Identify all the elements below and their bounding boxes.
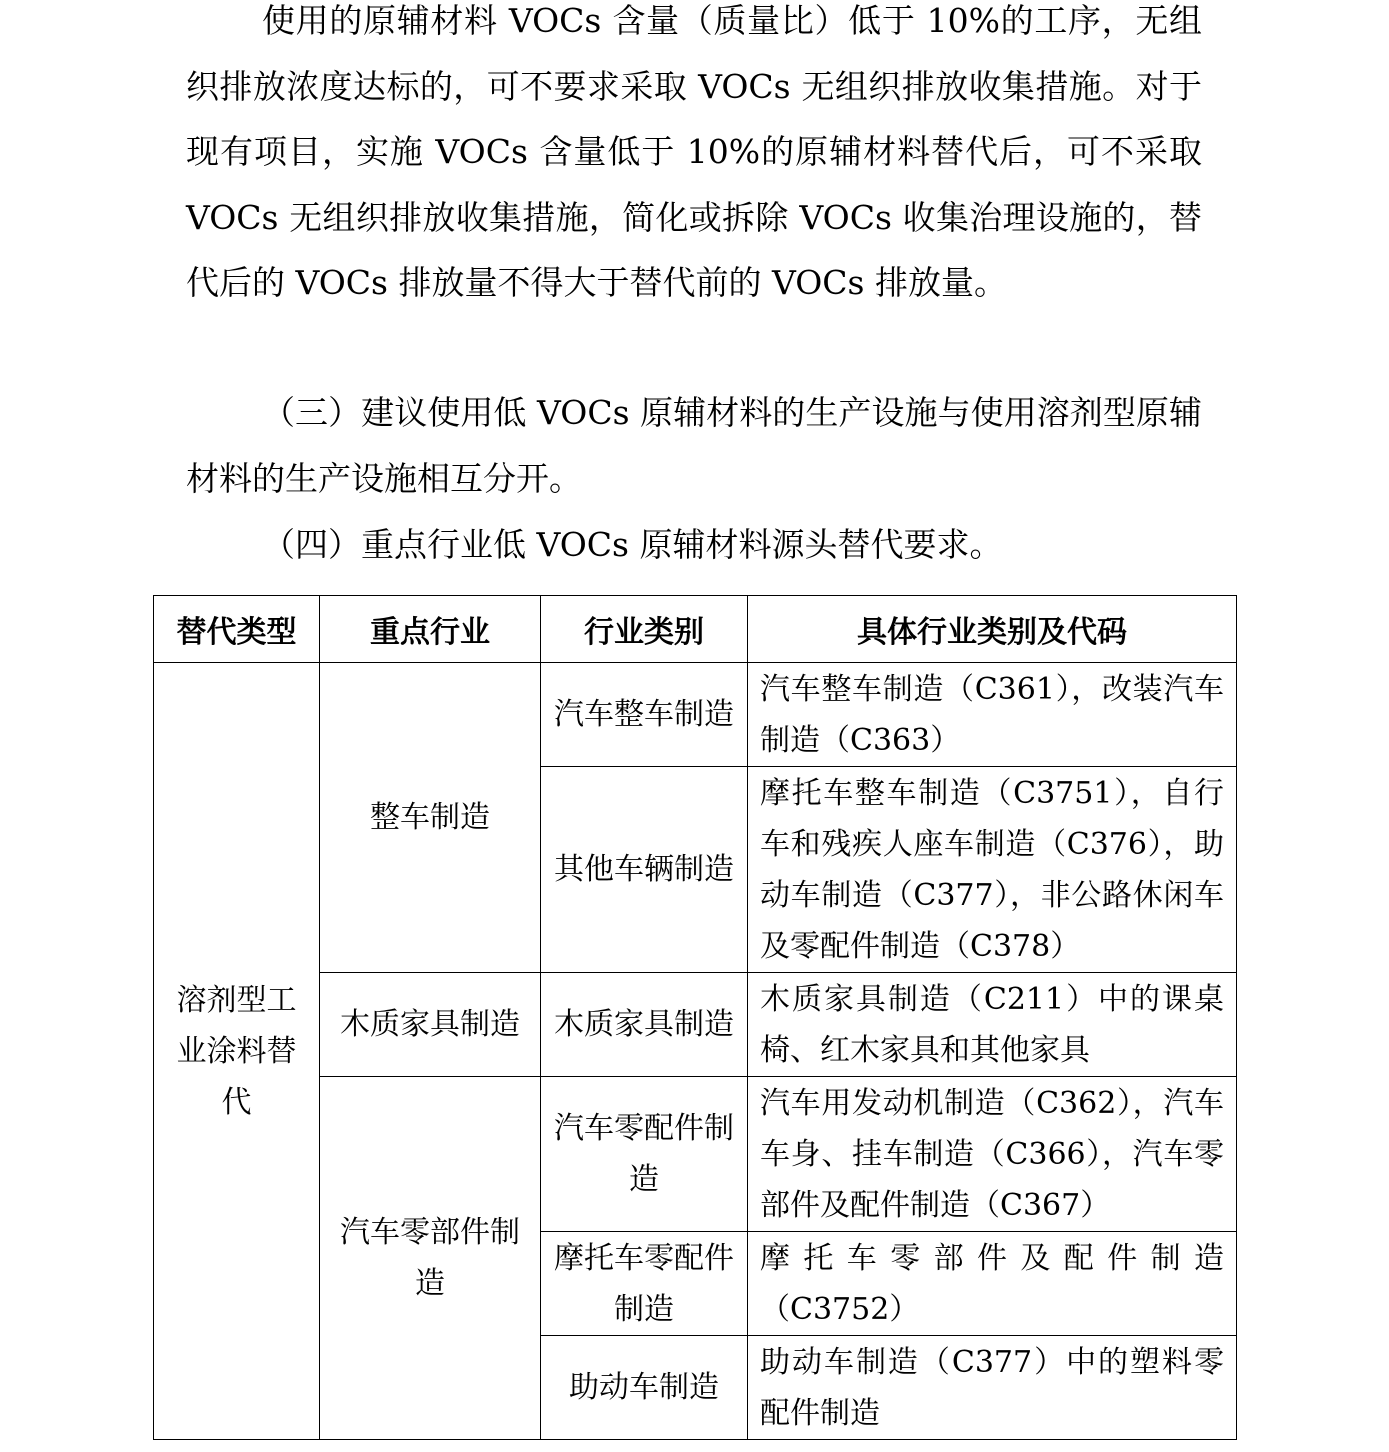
category-cell: 其他车辆制造 — [541, 767, 748, 973]
header-industry-category: 行业类别 — [541, 596, 748, 663]
header-replacement-type: 替代类型 — [154, 596, 320, 663]
table-row — [154, 663, 1237, 767]
replacement-type-cell: 溶剂型工业涂料替代 — [154, 663, 320, 1440]
table-header-row — [154, 596, 1237, 663]
detail-cell: 木质家具制造（C211）中的课桌椅、红木家具和其他家具 — [748, 973, 1237, 1077]
industry-cell: 汽车零部件制造 — [320, 1077, 541, 1440]
detail-cell: 汽车用发动机制造（C362），汽车车身、挂车制造（C366），汽车零部件及配件制造（C367） — [748, 1077, 1237, 1232]
paragraph-section-3: （三）建议使用低 VOCs 原辅材料的生产设施与使用溶剂型原辅材料的生产设施相互分开。 — [186, 393, 1202, 498]
header-specific-category-code: 具体行业类别及代码 — [748, 596, 1237, 663]
detail-cell: 摩托车零部件及配件制造（C3752） — [748, 1232, 1237, 1336]
detail-cell: 摩托车整车制造（C3751），自行车和残疾人座车制造（C376），助动车制造（C377），非公路休闲车及零配件制造（C378） — [748, 767, 1237, 973]
header-key-industry: 重点行业 — [320, 596, 541, 663]
industry-cell: 整车制造 — [320, 663, 541, 973]
category-cell: 助动车制造 — [541, 1336, 748, 1440]
category-cell: 摩托车零配件制造 — [541, 1232, 748, 1336]
paragraph-voc-content: 使用的原辅材料 VOCs 含量（质量比）低于 10%的工序，无组织排放浓度达标的，可不要求采取 VOCs 无组织排放收集措施。对于现有项目，实施 VOCs 含量低于 10%的原辅材料替代后，可不采取 VOCs 无组织排放收集措施，简化或拆除 VOCs 收集治理设施的，替代后的 VOCs 排放量不得大于替代前的 VOCs 排放量。 — [186, 1, 1202, 302]
paragraph-section-4: （四）重点行业低 VOCs 原辅材料源头替代要求。 — [262, 525, 1003, 564]
category-cell: 汽车整车制造 — [541, 663, 748, 767]
category-cell: 木质家具制造 — [541, 973, 748, 1077]
category-cell: 汽车零配件制造 — [541, 1077, 748, 1232]
replacement-requirements-table — [153, 595, 1237, 1440]
detail-cell: 助动车制造（C377）中的塑料零配件制造 — [748, 1336, 1237, 1440]
industry-cell: 木质家具制造 — [320, 973, 541, 1077]
detail-cell: 汽车整车制造（C361），改装汽车制造（C363） — [748, 663, 1237, 767]
